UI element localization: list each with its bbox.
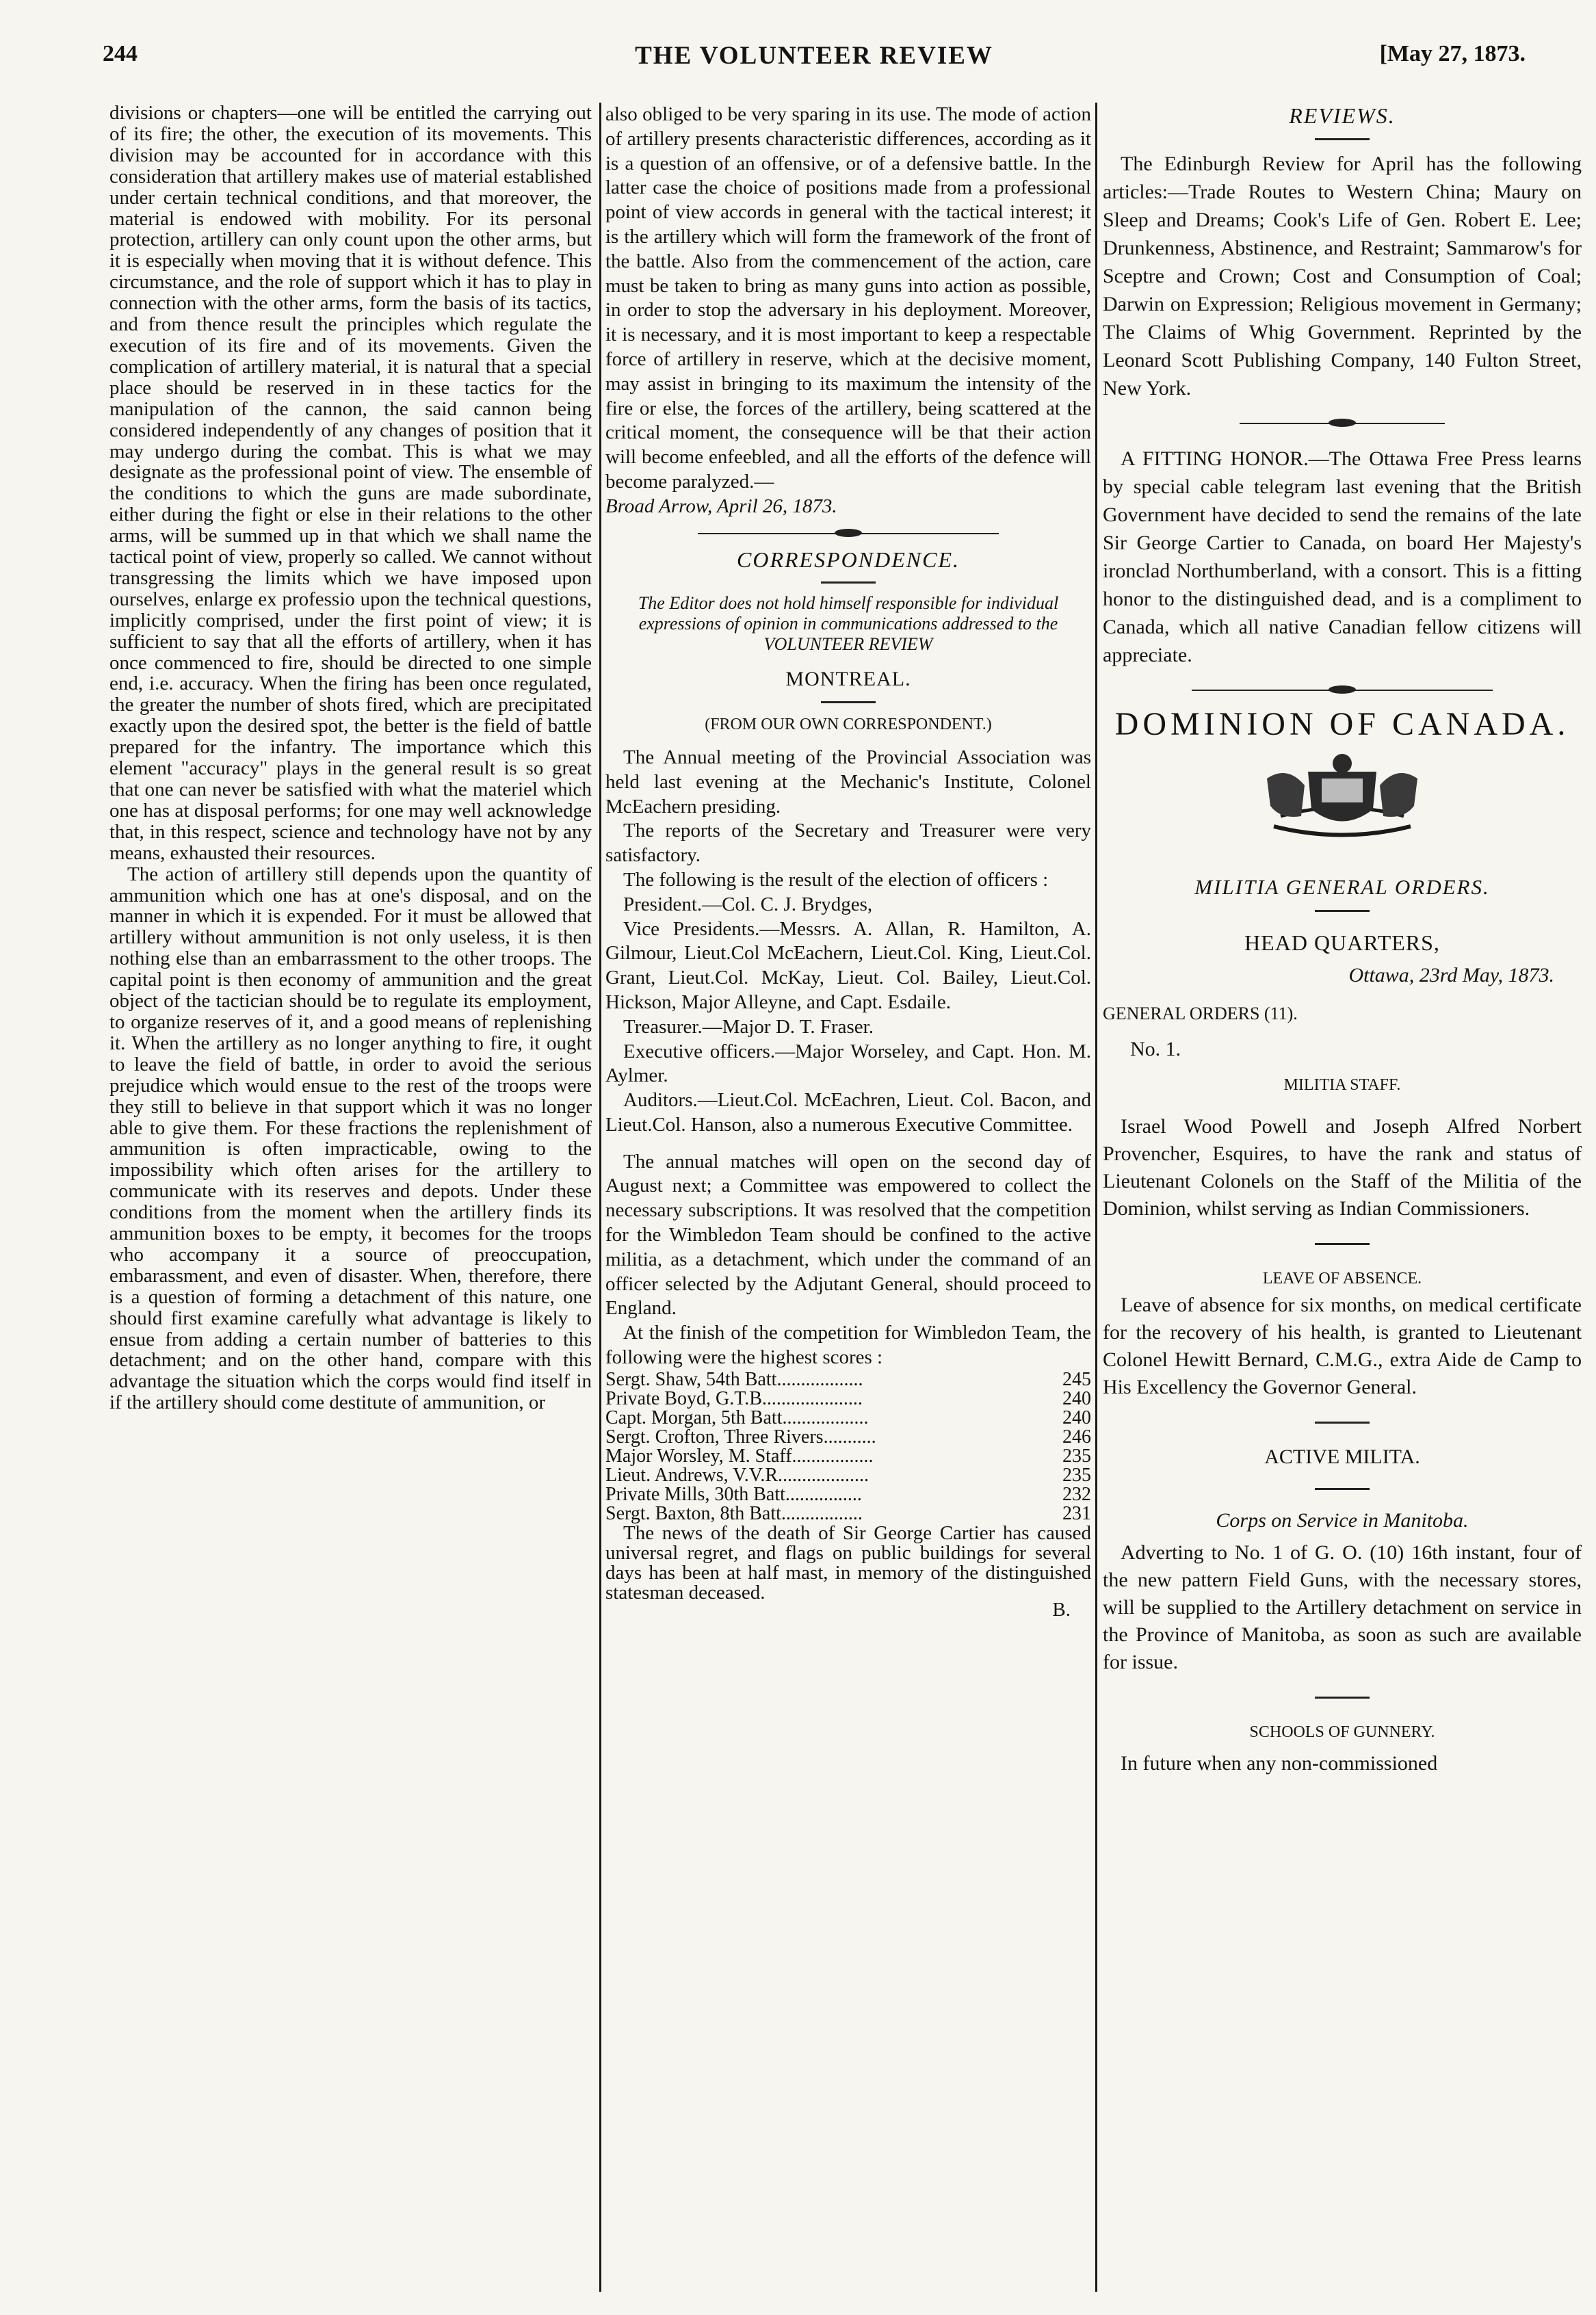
page-number: 244 [103, 41, 138, 66]
divider [1315, 138, 1370, 140]
table-row: Sergt. Shaw, 54th Batt.................. 245 [605, 1368, 1091, 1390]
article-paragraph: The annual matches will open on the second day of August next; a Committee was empowered to collect the necessary subscriptions. It was resolved that the competition for the Wimbledon Team should be confined to the active militia, as a detachment, which under the command of an officer selected by the Adjutant General, should proceed to England. [605, 1150, 1091, 1320]
table-row: Capt. Morgan, 5th Batt.................. 240 [605, 1407, 1091, 1428]
article-paragraph: Treasurer.—Major D. T. Fraser. [623, 1015, 874, 1038]
scores-table [605, 1370, 1091, 1523]
general-orders-label: GENERAL ORDERS (11). [1103, 1004, 1298, 1023]
correspondent-line: (FROM OUR OWN CORRESPONDENT.) [705, 716, 992, 734]
article-paragraph: The reports of the Secretary and Treasurer were very satisfactory. [605, 820, 1091, 867]
article-paragraph: also obliged to be very sparing in its use. The mode of action of artillery presents characteristic differences, according as it is a question of an offensive, or of a defensive battle. In the latter case the choice of positions made from a professional point of view accords in general with the tactical interest; it is the artillery which will form the framework of the front of the battle. Also from the commencement of the action, care must be taken to bring as many guns into action as possible, in order to stop the adversary in his deployment. Moreover, it is necessary, and it is most important to keep a respectable force of artillery in reserve, which at the decisive moment, may assist in bringing to its maximum the intensity of the fire or else, the forces of the artillery, being scattered at the critical moment, the consequence will be that their action will become enfeebled, and all the efforts of the defence will become paralyzed.— [605, 103, 1091, 493]
subsection-heading: LEAVE OF ABSENCE. [1262, 1270, 1422, 1287]
article-paragraph: The following is the result of the election of officers : [623, 868, 1049, 891]
article-paragraph: The action of artillery still depends upon the quantity of ammunition which one has at one's disposal, and on the manner in which it is expended. For it must be allowed that artillery without ammunition is not only useless, it is then nothing else than an embarrassment to the other troops. The capital point is then economy of ammunition and the great object of the tactician should be to regulate its employment, to organize reserves of it, and a good means of replenishing it. When the artillery as no longer anything to fire, it ought to leave the field of battle, in order to avoid the serious prejudice which would ensue to the rest of the troops were they still to believe in that support which it was no longer able to give them. For these fractions the replenishment of ammunition is often impracticable, owing to the impossibility which often arises for the artillery to communicate with its reserves and depots. Under these conditions from the moment when the artillery finds its ammunition boxes to be empty, it becomes for the troops who accompany it a source of preoccupation, embarassment, and even of disaster. When, therefore, there is a question of forming a detachment of this nature, one should first examine carefully what advantage is likely to ensue from adding a certain number of batteries to this detachment; and on the other hand, compare with this advantage the situation which the corps would find itself in if the artillery should come destitute of ammunition, or [109, 863, 592, 1414]
column-2 [605, 103, 1091, 1621]
article-paragraph: Leave of absence for six months, on medical certificate for the recovery of his health, is granted to Lieutenant Colonel Hewitt Bernard, C.M.G., extra Aide de Camp to His Excellency the Governor General. [1103, 1294, 1582, 1398]
section-heading-correspondence: CORRESPONDENCE. [737, 547, 960, 572]
column-1 [109, 103, 592, 1413]
table-row: Private Mills, 30th Batt................ 232 [605, 1483, 1091, 1505]
article-paragraph: Executive officers.—Major Worseley, and Capt. Hon. M. Aylmer. [605, 1040, 1091, 1087]
article-paragraph: President.—Col. C. J. Brydges, [623, 893, 873, 915]
dateline-place: MONTREAL. [785, 668, 911, 691]
divider [1315, 1243, 1370, 1245]
table-row: Sergt. Crofton, Three Rivers........... 246 [605, 1426, 1091, 1448]
article-paragraph: In future when any non-commissioned [1121, 1752, 1438, 1775]
article-paragraph: A FITTING HONOR.—The Ottawa Free Press learns by special cable telegram last evening that the British Government have decided to send the remains of the late Sir George Cartier to Canada, on board Her Majesty's ironclad Northumberland, with a consort. This is a fitting honor to the distinguished dead, and is a compliment to Canada, which all native Canadian fellow citizens will appreciate. [1103, 447, 1582, 666]
ornamental-rule [1240, 423, 1445, 424]
column-rule [599, 103, 601, 2292]
ornamental-rule [1192, 690, 1493, 691]
divider [821, 701, 876, 703]
article-paragraph: The Annual meeting of the Provincial Association was held last evening at the Mechanic's Institute, Colonel McEachern presiding. [605, 746, 1091, 818]
article-paragraph: Israel Wood Powell and Joseph Alfred Norbert Provencher, Esquires, to have the rank and status of Lieutenant Colonels on the Staff of the Militia of the Dominion, whilst serving as Indian Commissioners. [1103, 1115, 1582, 1220]
divider [1315, 1422, 1370, 1424]
divider [1315, 1488, 1370, 1490]
divider [1315, 1697, 1370, 1699]
divider [821, 581, 876, 584]
table-row: Private Boyd, G.T.B..................... 240 [605, 1387, 1091, 1409]
page-header [103, 41, 1526, 75]
table-row: Major Worsley, M. Staff................. 235 [605, 1445, 1091, 1467]
issue-date: [May 27, 1873. [1379, 41, 1526, 66]
coat-of-arms-icon [1240, 751, 1445, 847]
subsection-heading: SCHOOLS OF GUNNERY. [1249, 1723, 1435, 1741]
article-paragraph: divisions or chapters—one will be entitled the carrying out of its fire; the other, the execution of its movements. This division may be accounted for in accordance with this consideration that artillery makes use of material established under certain technical conditions, and that moreover, the material is endowed with mobility. For its personal protection, artillery can only count upon the other arms, but it is especially when moving that it is without defence. This circumstance, and the role of support which it has to play in connection with the other arms, form the basis of its tactics, and from thence result the principles which regulate the execution of its fire and of its movements. Given the complication of artillery material, it is natural that a special place should be reserved in in these tactics for the manipulation of the cannon, the said cannon being considered independently of any changes of position that it may undergo during the combat. This is what we may designate as the professional point of view. The ensemble of the conditions to which the guns are made subordinate, either during the fight or else in their relations to the other arms, will be summed up in that which we shall name the tactical point of view, properly so called. We cannot without transgressing the limits which we have imposed upon ourselves, enlarge ex professio upon the technical questions, implicitly comprised, under the first point of view; it is sufficient to say that all the efforts of artillery, when it has once commenced to fire, should be directed to one simple end, i.e. accuracy. When the firing has been once regulated, the greater the number of shots fired, which are precipitated exactly upon the desired spot, the better is the field of battle prepared for the infantry. The importance which this element "accuracy" plays in the general result is so great that one can never be satisfied with what the materiel which one has at disposal performs; for one may well acknowledge that, in this respect, science and technology have not by any means, exhausted their resources. [109, 102, 592, 864]
head-quarters-heading: HEAD QUARTERS, [1244, 930, 1440, 955]
article-source: Broad Arrow, April 26, 1873. [605, 495, 837, 517]
column-rule [1095, 103, 1097, 2292]
signature: B. [1052, 1598, 1071, 1621]
ornamental-rule [698, 533, 999, 534]
article-paragraph: The Edinburgh Review for April has the following articles:—Trade Routes to Western China; Maury on Sleep and Dreams; Cook's Life of Gen. Robert E. Lee; Drunkenness, Abstinence, and Restraint; Sammarow's for Sceptre and Crown; Cost and Consumption of Coal; Darwin on Expression; Religious movement in Germany; The Claims of Whig Government. Reprinted by the Leonard Scott Publishing Company, 140 Fulton Street, New York. [1103, 153, 1582, 400]
publication-title: THE VOLUNTEER REVIEW [635, 42, 993, 70]
divider [1315, 910, 1370, 912]
subsection-heading: ACTIVE MILITA. [1264, 1446, 1420, 1468]
section-heading-reviews: REVIEWS. [1289, 103, 1396, 128]
orders-dateline: Ottawa, 23rd May, 1873. [1348, 964, 1554, 986]
article-paragraph: Vice Presidents.—Messrs. A. Allan, R. Hamilton, A. Gilmour, Lieut.Col McEachern, Lieut.Col. King, Lieut.Col. Grant, Lieut.Col. McKay, Lieut. Col. Bailey, Lieut.Col. Hickson, Major Alleyne, and Capt. Esdaile. [605, 917, 1091, 1013]
article-paragraph: Auditors.—Lieut.Col. McEachren, Lieut. Col. Bacon, and Lieut.Col. Hanson, also a numerous Executive Committee. [605, 1089, 1091, 1136]
editor-note: The Editor does not hold himself responsible for individual expressions of opinion in communications addressed to the VOLUNTEER REVIEW [638, 593, 1059, 655]
table-row: Sergt. Baxton, 8th Batt................. 231 [605, 1502, 1091, 1524]
column-3 [1103, 103, 1582, 1777]
article-paragraph: Adverting to No. 1 of G. O. (10) 16th instant, four of the new pattern Field Guns, with the necessary stores, will be supplied to the Artillery detachment on service in the Province of Manitoba, as soon as such are available for issue. [1103, 1541, 1582, 1673]
militia-orders-heading: MILITIA GENERAL ORDERS. [1194, 875, 1490, 899]
order-number: No. 1. [1130, 1038, 1181, 1060]
subsection-heading: MILITIA STAFF. [1283, 1076, 1401, 1094]
article-paragraph: The news of the death of Sir George Cartier has caused universal regret, and flags on public buildings for several days has been at half mast, in memory of the distinguished statesman deceased. [605, 1521, 1091, 1604]
subsection-heading: Corps on Service in Manitoba. [1216, 1509, 1469, 1532]
article-paragraph: At the finish of the competition for Wimbledon Team, the following were the highest scores : [605, 1322, 1091, 1369]
dominion-title: DOMINION OF CANADA. [1114, 706, 1570, 742]
table-row: Lieut. Andrews, V.V.R................... 235 [605, 1464, 1091, 1486]
